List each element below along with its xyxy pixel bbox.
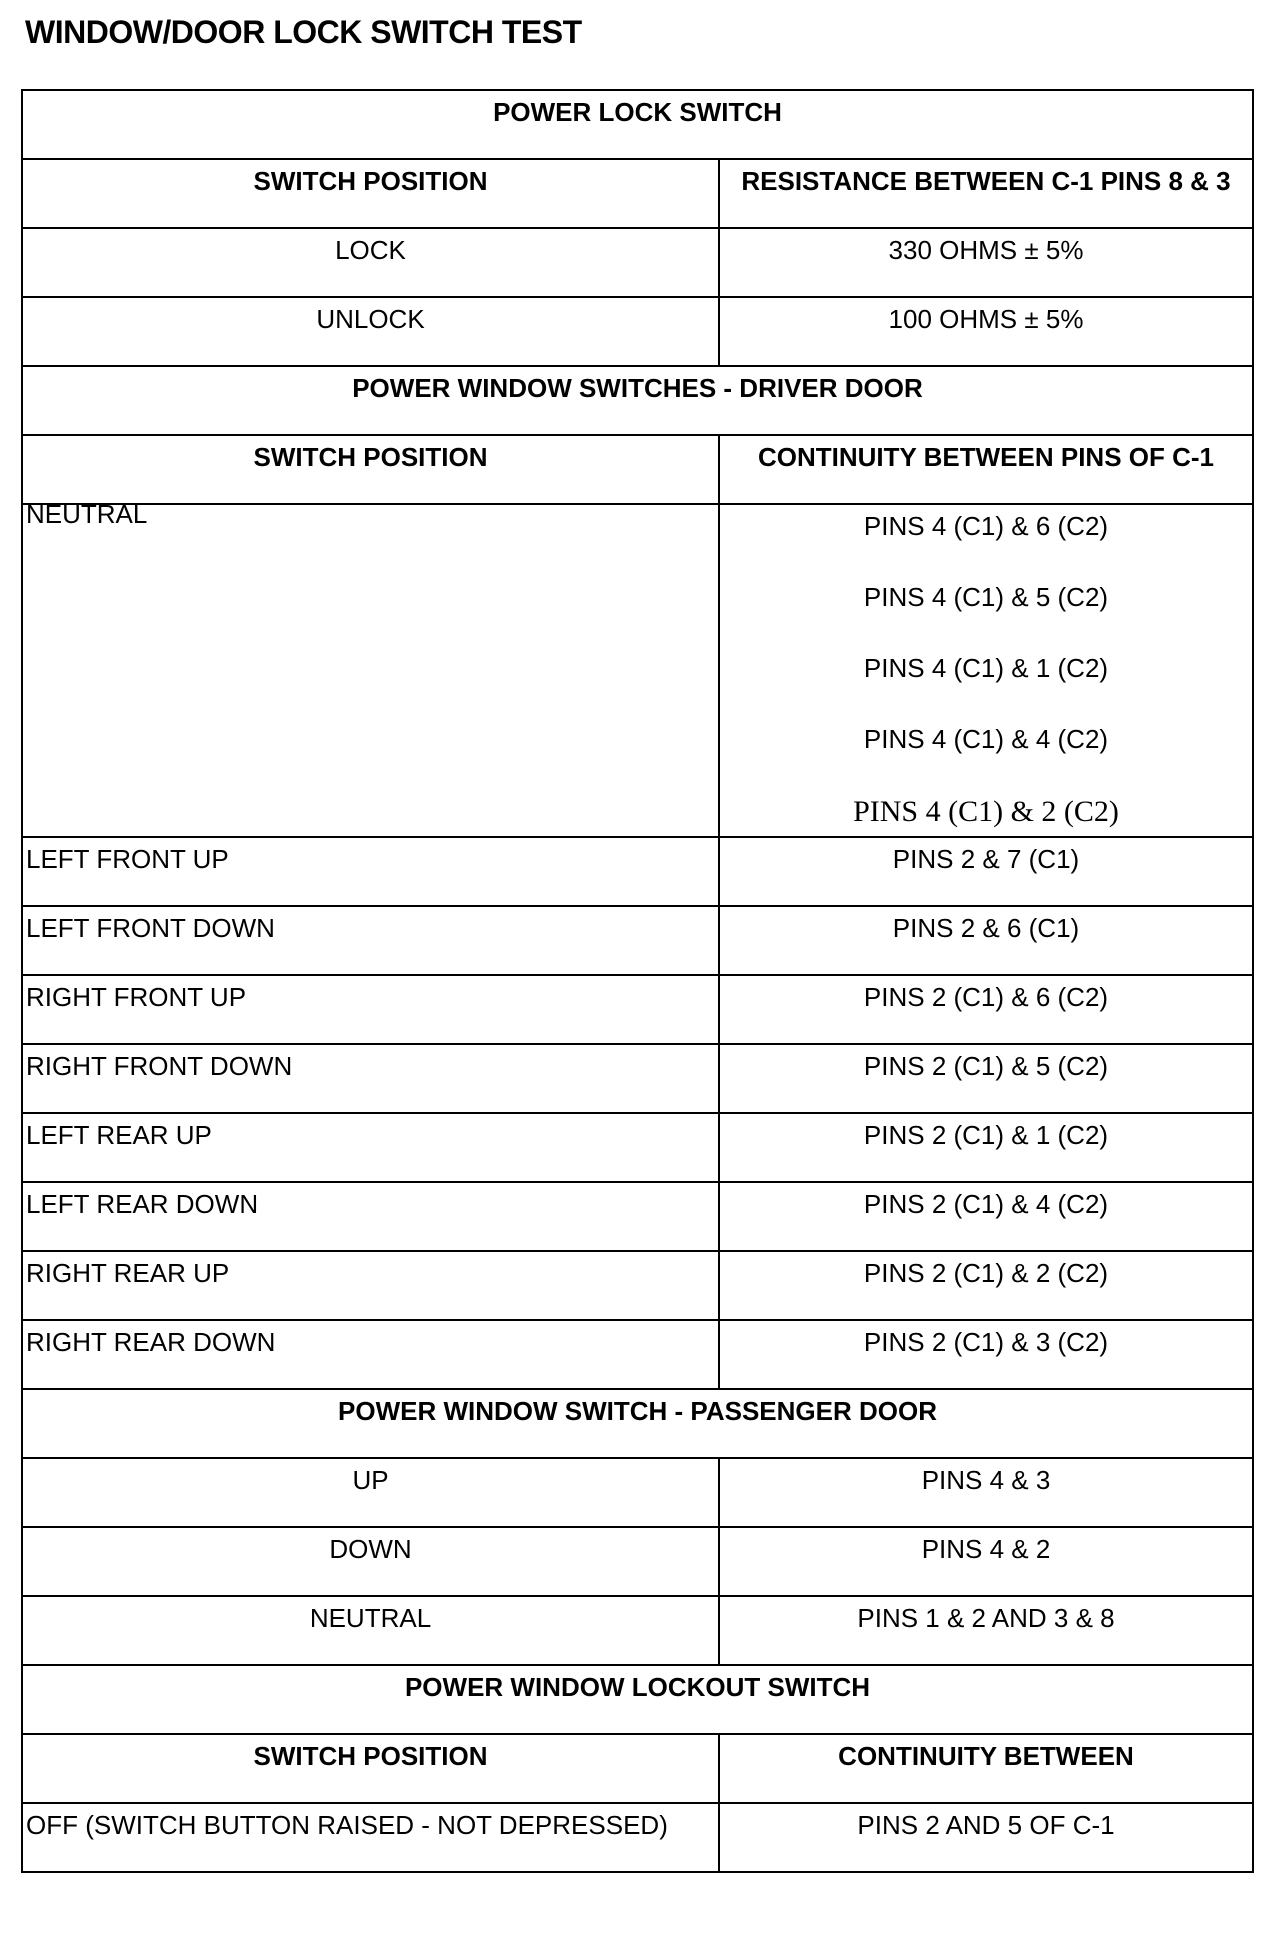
position-cell: OFF (SWITCH BUTTON RAISED - NOT DEPRESSED) <box>22 1803 719 1872</box>
value-cell: PINS 2 & 6 (C1) <box>719 906 1253 975</box>
table-row <box>22 297 1253 366</box>
column-header-row <box>22 435 1253 504</box>
position-cell: LEFT REAR DOWN <box>22 1182 719 1251</box>
table-row <box>22 1182 1253 1251</box>
position-cell: LEFT FRONT DOWN <box>22 906 719 975</box>
column-header-value: RESISTANCE BETWEEN C-1 PINS 8 & 3 <box>719 159 1253 228</box>
table-row <box>22 1044 1253 1113</box>
value-cell: PINS 4 & 3 <box>719 1458 1253 1527</box>
section-heading: POWER LOCK SWITCH <box>22 90 1253 159</box>
switch-test-table <box>21 89 1254 1873</box>
position-cell: DOWN <box>22 1527 719 1596</box>
table-row <box>22 1458 1253 1527</box>
column-header-position: SWITCH POSITION <box>22 1734 719 1803</box>
position-cell: UP <box>22 1458 719 1527</box>
pin-pair: PINS 4 (C1) & 4 (C2) <box>863 724 1109 754</box>
table-row <box>22 1803 1253 1872</box>
column-header-row <box>22 159 1253 228</box>
column-header-position: SWITCH POSITION <box>22 159 719 228</box>
page-title: WINDOW/DOOR LOCK SWITCH TEST <box>25 14 582 50</box>
value-cell: PINS 2 & 7 (C1) <box>719 837 1253 906</box>
table-row <box>22 1113 1253 1182</box>
value-cell: PINS 4 & 2 <box>719 1527 1253 1596</box>
position-cell: NEUTRAL <box>22 1596 719 1665</box>
table-row <box>22 906 1253 975</box>
section-header-row <box>22 90 1253 159</box>
value-cell: PINS 2 (C1) & 4 (C2) <box>719 1182 1253 1251</box>
pin-pair: PINS 4 (C1) & 5 (C2) <box>863 582 1109 612</box>
value-cell: 100 OHMS ± 5% <box>719 297 1253 366</box>
value-cell: PINS 2 (C1) & 2 (C2) <box>719 1251 1253 1320</box>
column-header-row <box>22 1734 1253 1803</box>
table-row <box>22 1251 1253 1320</box>
table-row <box>22 504 1253 837</box>
column-header-value: CONTINUITY BETWEEN <box>719 1734 1253 1803</box>
table-row <box>22 837 1253 906</box>
position-cell: LEFT FRONT UP <box>22 837 719 906</box>
table-row <box>22 1596 1253 1665</box>
position-cell: RIGHT FRONT DOWN <box>22 1044 719 1113</box>
value-cell: PINS 2 (C1) & 6 (C2) <box>719 975 1253 1044</box>
section-header-row <box>22 1665 1253 1734</box>
pin-pair: PINS 4 (C1) & 2 (C2) <box>853 795 1119 828</box>
position-cell: UNLOCK <box>22 297 719 366</box>
value-cell: PINS 1 & 2 AND 3 & 8 <box>719 1596 1253 1665</box>
section-heading: POWER WINDOW LOCKOUT SWITCH <box>22 1665 1253 1734</box>
position-cell: LOCK <box>22 228 719 297</box>
value-cell <box>719 504 1253 837</box>
value-cell: PINS 2 (C1) & 1 (C2) <box>719 1113 1253 1182</box>
value-cell: 330 OHMS ± 5% <box>719 228 1253 297</box>
pin-list <box>720 505 1252 833</box>
table-row <box>22 1320 1253 1389</box>
column-header-value: CONTINUITY BETWEEN PINS OF C-1 <box>719 435 1253 504</box>
value-cell: PINS 2 AND 5 OF C-1 <box>719 1803 1253 1872</box>
position-cell: RIGHT FRONT UP <box>22 975 719 1044</box>
position-cell: LEFT REAR UP <box>22 1113 719 1182</box>
table-row <box>22 228 1253 297</box>
position-cell: RIGHT REAR DOWN <box>22 1320 719 1389</box>
position-cell: NEUTRAL <box>22 504 719 837</box>
column-header-position: SWITCH POSITION <box>22 435 719 504</box>
position-cell: RIGHT REAR UP <box>22 1251 719 1320</box>
section-header-row <box>22 366 1253 435</box>
pin-pair: PINS 4 (C1) & 6 (C2) <box>863 511 1109 541</box>
value-cell: PINS 2 (C1) & 3 (C2) <box>719 1320 1253 1389</box>
pin-pair: PINS 4 (C1) & 1 (C2) <box>863 653 1109 683</box>
value-cell: PINS 2 (C1) & 5 (C2) <box>719 1044 1253 1113</box>
table-row <box>22 975 1253 1044</box>
section-header-row <box>22 1389 1253 1458</box>
section-heading: POWER WINDOW SWITCHES - DRIVER DOOR <box>22 366 1253 435</box>
section-heading: POWER WINDOW SWITCH - PASSENGER DOOR <box>22 1389 1253 1458</box>
table-row <box>22 1527 1253 1596</box>
